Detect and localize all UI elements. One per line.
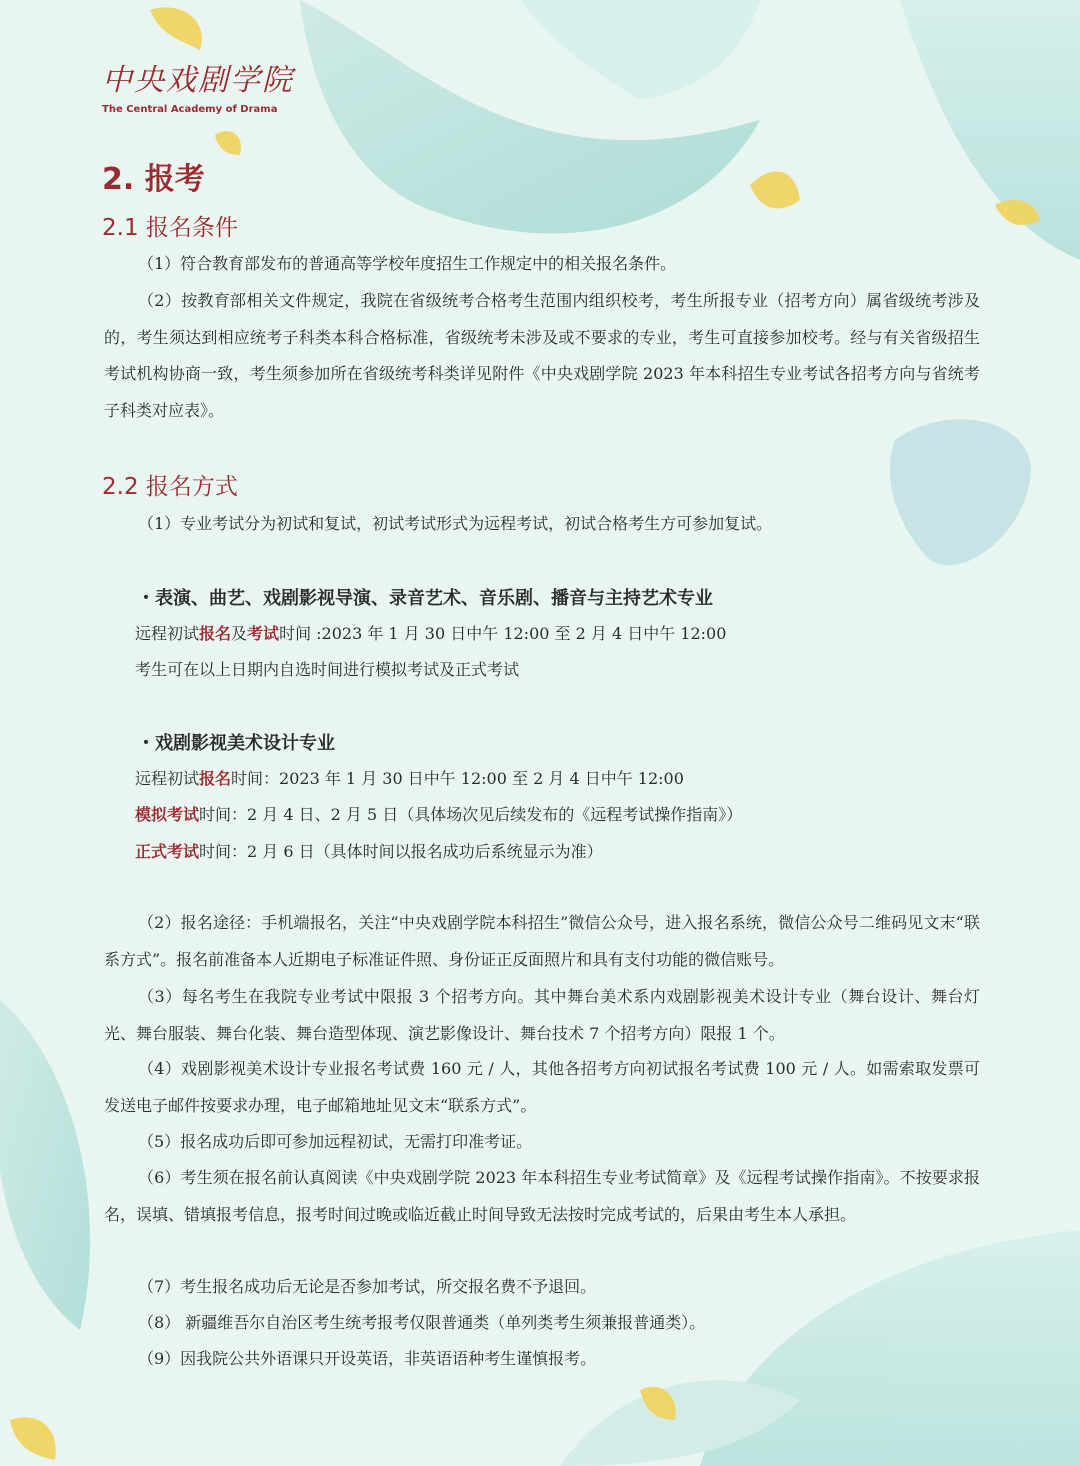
schedule-line	[135, 803, 742, 827]
paragraph	[104, 506, 980, 543]
subsection-title-2-1: 2.1 报名条件	[102, 215, 238, 241]
paragraph	[104, 979, 980, 1052]
paragraph	[104, 246, 980, 283]
paragraph	[104, 1051, 980, 1124]
paragraph-text: （7）考生报名成功后无论是否参加考试，所交报名费不予退回。	[138, 1277, 597, 1296]
paragraph-text: （1）符合教育部发布的普通高等学校年度招生工作规定中的相关报名条件。	[138, 254, 677, 273]
paragraph	[104, 1160, 980, 1233]
schedule-line	[135, 840, 603, 864]
paragraph-text: （8） 新疆维吾尔自治区考生统考报考仅限普通类（单列类考生须兼报普通类）。	[138, 1313, 706, 1332]
text: 时间 :2023 年 1 月 30 日中午 12:00 至 2 月 4 日中午 12:00	[279, 624, 727, 643]
text: 远程初试	[135, 624, 200, 643]
logo-chinese: 中央戏剧学院	[102, 63, 294, 98]
paragraph	[104, 1269, 980, 1306]
schedule-line	[135, 767, 684, 791]
section-heading: 2. 报考	[102, 162, 205, 197]
paragraph	[104, 283, 980, 429]
schedule-note: 考生可在以上日期内自选时间进行模拟考试及正式考试	[135, 660, 520, 679]
logo	[102, 64, 294, 115]
paragraph-text: （6）考生须在报名前认真阅读《中央戏剧学院 2023 年本科招生专业考试简章》及《远程考试操作指南》。不按要求报名，误填、错填报考信息，报考时间过晚或临近截止时间导致无法按时完成考试的，后果由考生本人承担。	[104, 1168, 980, 1224]
paragraph-text: （1）专业考试分为初试和复试，初试考试形式为远程考试，初试合格考生方可参加复试。	[138, 514, 773, 533]
paragraph-text: （5）报名成功后即可参加远程初试，无需打印准考证。	[138, 1132, 533, 1151]
paragraph	[104, 1124, 980, 1161]
schedule-line	[135, 622, 726, 646]
text: 时间：2 月 4 日、2 月 5 日（具体场次见后续发布的《远程考试操作指南》）	[199, 805, 743, 824]
subsection-title-2-2: 2.2 报名方式	[102, 474, 238, 500]
paragraph-text: （4）戏剧影视美术设计专业报名考试费 160 元 / 人，其他各招考方向初试报名考试费 100 元 / 人。如需索取发票可发送电子邮件按要求办理，电子邮箱地址见文末“联系方式”。	[104, 1059, 980, 1115]
paragraph	[104, 1341, 980, 1378]
paragraph-text: （2）报名途径：手机端报名，关注“中央戏剧学院本科招生”微信公众号，进入报名系统，微信公众号二维码见文末“联系方式”。报名前准备本人近期电子标准证件照、身份证正反面照片和具有支付功能的微信账号。	[104, 913, 980, 969]
text: 时间：2023 年 1 月 30 日中午 12:00 至 2 月 4 日中午 12:00	[231, 769, 684, 788]
paragraph-text: （2）按教育部相关文件规定，我院在省级统考合格考生范围内组织校考，考生所报专业（招考方向）属省级统考涉及的，考生须达到相应统考子科类本科合格标准，省级统考未涉及或不要求的专业，考生可直接参加校考。经与有关省级招生考试机构协商一致，考生须参加所在省级统考科类详见附件《中央戏剧学院 2023 年本科招生专业考试各招考方向与省统考子科类对应表》。	[104, 291, 980, 420]
text: 远程初试	[135, 769, 200, 788]
paragraph	[104, 1305, 980, 1342]
text: 时间：2 月 6 日（具体时间以报名成功后系统显示为准）	[199, 842, 603, 861]
highlight-text: 模拟考试	[135, 805, 200, 824]
paragraph-text: （9）因我院公共外语课只开设英语，非英语语种考生谨慎报考。	[138, 1349, 597, 1368]
bullet-heading-design: ・戏剧影视美术设计专业	[137, 733, 335, 754]
logo-english: The Central Academy of Drama	[102, 104, 278, 115]
highlight-text: 报名	[199, 624, 232, 643]
highlight-text: 考试	[247, 624, 280, 643]
paragraph	[104, 905, 980, 978]
highlight-text: 正式考试	[135, 842, 200, 861]
highlight-text: 报名	[199, 769, 232, 788]
paragraph-text: （3）每名考生在我院专业考试中限报 3 个招考方向。其中舞台美术系内戏剧影视美术设计专业（舞台设计、舞台灯光、舞台服装、舞台化装、舞台造型体现、演艺影像设计、舞台技术 7 个招考方向）限报 1 个。	[104, 987, 980, 1043]
bullet-heading-performance: ・表演、曲艺、戏剧影视导演、录音艺术、音乐剧、播音与主持艺术专业	[137, 588, 713, 609]
text: 及	[231, 624, 248, 643]
